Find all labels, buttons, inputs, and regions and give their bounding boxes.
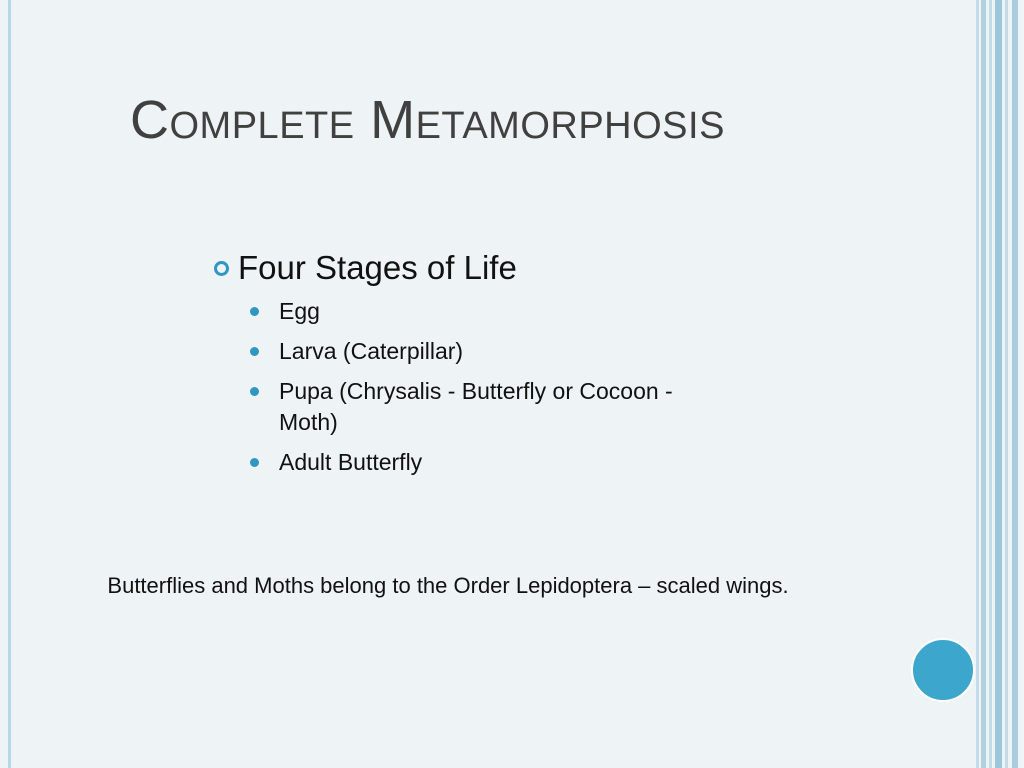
bullet-text: Pupa (Chrysalis - Butterfly or Cocoon - Moth)	[279, 378, 673, 435]
bullet-text: Four Stages of Life	[238, 249, 517, 286]
ring-bullet-icon	[214, 261, 229, 276]
dot-bullet-icon	[250, 307, 259, 316]
stripe	[1005, 0, 1008, 768]
decorative-circle	[911, 638, 975, 702]
stripe	[1012, 0, 1018, 768]
dot-bullet-icon	[250, 387, 259, 396]
bullet-level-1	[210, 246, 770, 290]
dot-bullet-icon	[250, 458, 259, 467]
bullet-text: Egg	[279, 298, 320, 324]
footnote-text: Butterflies and Moths belong to the Order Lepidoptera – scaled wings.	[107, 573, 789, 598]
bullet-level-2	[279, 376, 699, 438]
bullet-level-2	[279, 336, 770, 367]
bullet-text: Adult Butterfly	[279, 449, 423, 475]
left-border-line	[8, 0, 11, 768]
stripe	[995, 0, 1002, 768]
dot-bullet-icon	[250, 347, 259, 356]
bullet-level-2	[279, 447, 770, 478]
stripe	[981, 0, 986, 768]
bullet-list	[210, 246, 770, 487]
slide-title: Complete Metamorphosis	[130, 90, 725, 150]
right-stripe-band	[976, 0, 1024, 768]
bullet-text: Larva (Caterpillar)	[279, 338, 464, 364]
bullet-level-2	[279, 296, 770, 327]
stripe	[989, 0, 992, 768]
stripe	[976, 0, 979, 768]
